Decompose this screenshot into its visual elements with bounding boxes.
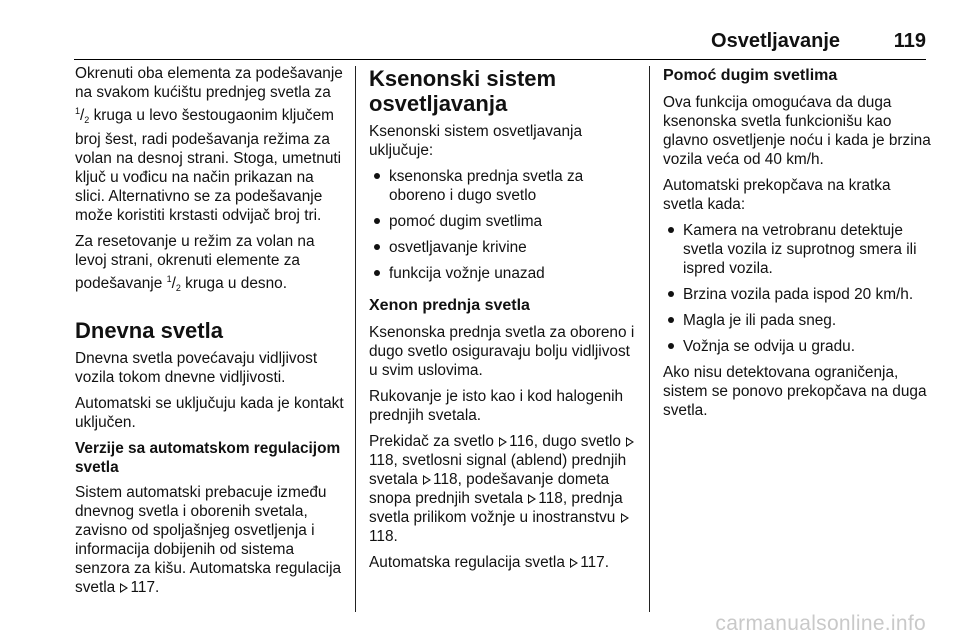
heading-xenon-system: Ksenonski sistem osvetljavanja bbox=[369, 66, 557, 116]
list-item: Magla je ili pada sneg. bbox=[663, 311, 933, 330]
watermark: carmanualsonline.info bbox=[715, 612, 926, 635]
column-2 bbox=[369, 64, 639, 579]
bullet-icon bbox=[668, 317, 674, 323]
paragraph-xenon-auto: Automatska regulacija svetla 117. bbox=[369, 554, 609, 571]
paragraph-daytime-2: Automatski se uključuju kada je kontakt uključen. bbox=[75, 395, 344, 431]
page-reference-icon bbox=[570, 558, 578, 568]
list-item: ksenonska prednja svetla za oboreno i dugo svetlo bbox=[369, 167, 639, 205]
bullet-icon bbox=[668, 343, 674, 349]
paragraph-xenon-intro: Ksenonski sistem osvetljavanja uključuje: bbox=[369, 123, 583, 159]
hba-condition-list bbox=[663, 221, 933, 356]
paragraph-xenon-1: Ksenonska prednja svetla za oboreno i dugo svetlo osiguravaju bolju vidljivost u svim uslovima. bbox=[369, 324, 635, 379]
column-divider-2 bbox=[649, 66, 650, 612]
page-title: Osvetljavanje bbox=[711, 30, 840, 52]
page-header bbox=[0, 24, 960, 58]
fraction-slash: / bbox=[80, 107, 85, 124]
bullet-icon bbox=[374, 244, 380, 250]
subheading-xenon-headlights: Xenon prednja svetla bbox=[369, 297, 530, 314]
page-reference-icon bbox=[499, 437, 507, 447]
fraction-numerator: 1 bbox=[75, 106, 81, 116]
list-item: pomoć dugim svetlima bbox=[369, 212, 639, 231]
paragraph-xenon-2: Rukovanje je isto kao i kod halogenih prednjih svetala. bbox=[369, 388, 624, 424]
paragraph-reset: Za resetovanje u režim za volan na levoj strani, okrenuti elemente za podešavanje $^1$/2 kruga u desno. bbox=[75, 233, 315, 293]
list-item: funkcija vožnje unazad bbox=[369, 264, 639, 283]
page-reference-icon bbox=[120, 583, 128, 593]
paragraph-hba-3: Ako nisu detektovana ograničenja, sistem se ponovo prekopčava na duga svetla. bbox=[663, 364, 927, 419]
heading-high-beam-assist: Pomoć dugim svetlima bbox=[663, 67, 838, 84]
fraction-denominator: 2 bbox=[84, 115, 90, 125]
column-1 bbox=[75, 64, 345, 604]
bullet-icon bbox=[668, 291, 674, 297]
heading-daytime-lights: Dnevna svetla bbox=[75, 318, 223, 343]
column-3 bbox=[663, 64, 933, 427]
page-number: 119 bbox=[893, 30, 926, 52]
subheading-auto-light: Verzije sa automatskom regulacijom svetla bbox=[75, 440, 341, 476]
paragraph-adjust-headlights: Okrenuti oba elementa za podešavanje na svakom kućištu prednjeg svetla za $^1$/2 kruga u levo šestougaonim ključem broj šest, radi podešavanja režima za volan na desnoj strani. Stoga, umetnuti ključ u vođicu na način prikazan na slici. Alternativno se za podešavanje može koristiti krstasti odvijač broj tri. bbox=[75, 65, 343, 224]
list-item: Vožnja se odvija u gradu. bbox=[663, 337, 933, 356]
list-item: Kamera na vetrobranu detektuje svetla vozila iz suprotnog smera ili ispred vozila. bbox=[663, 221, 933, 278]
bullet-icon bbox=[374, 270, 380, 276]
paragraph-auto-light: Sistem automatski prebacuje između dnevnog svetla i oborenih svetala, zavisno od spoljašnjeg osvetljenja i informacija dobijenih od sistema senzora za kišu. Automatska regulacija svetla 117. bbox=[75, 484, 342, 596]
page-reference-icon bbox=[528, 494, 536, 504]
bullet-icon bbox=[668, 227, 674, 233]
paragraph-daytime-1: Dnevna svetla povećavaju vidljivost vozila tokom dnevne vidljivosti. bbox=[75, 350, 318, 386]
column-divider-1 bbox=[355, 66, 356, 612]
list-item: Brzina vozila pada ispod 20 km/h. bbox=[663, 285, 933, 304]
page-reference-icon bbox=[621, 513, 629, 523]
xenon-feature-list bbox=[369, 167, 639, 283]
paragraph-hba-1: Ova funkcija omogućava da duga ksenonska svetla funkcionišu kao glavno osvetljenje noću i kada je brzina vozila veća od 40 km/h. bbox=[663, 94, 931, 168]
paragraph-xenon-refs: Prekidač za svetlo 116, dugo svetlo 118, svetlosni signal (ablend) prednjih svetala 118, podešavanje dometa snopa prednjih svetala 118, prednja svetla prilikom vožnje u inostranstvu 118. bbox=[369, 432, 639, 546]
header-rule bbox=[74, 59, 926, 60]
list-item: osvetljavanje krivine bbox=[369, 238, 639, 257]
page-reference-icon bbox=[626, 437, 634, 447]
bullet-icon bbox=[374, 173, 380, 179]
page-reference-icon bbox=[423, 475, 431, 485]
paragraph-hba-2: Automatski prekopčava na kratka svetla kada: bbox=[663, 177, 891, 213]
bullet-icon bbox=[374, 218, 380, 224]
